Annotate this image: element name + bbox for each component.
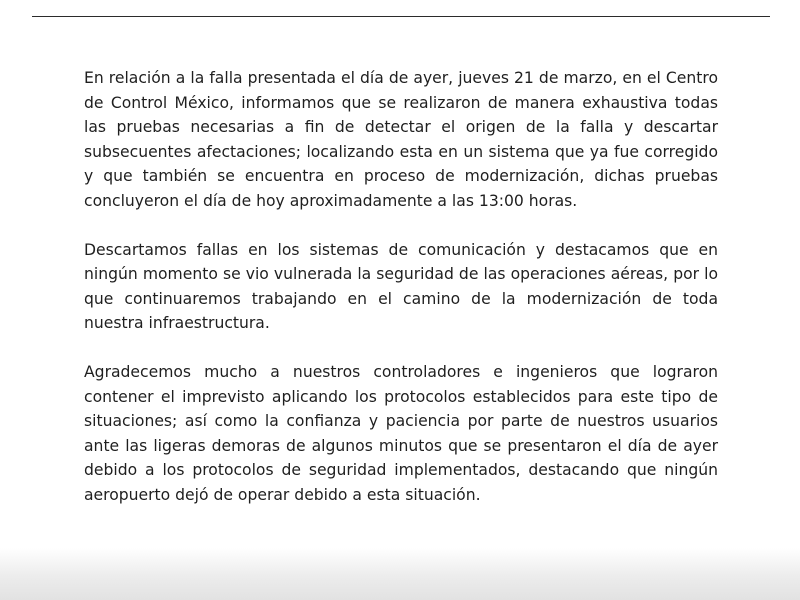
top-divider bbox=[32, 16, 770, 17]
paragraph-2: Descartamos fallas en los sistemas de comunicación y destacamos que en ningún momento se vio vulnerada la seguridad de las operaciones aéreas, por lo que continuaremos trabajando en el camino de la modernización de toda nuestra infraestructura. bbox=[84, 240, 718, 332]
bottom-shadow bbox=[0, 548, 800, 600]
paragraph-1: En relación a la falla presentada el día de ayer, jueves 21 de marzo, en el Centro de Control México, informamos que se realizaron de manera exhaustiva todas las pruebas necesarias a fin de detectar el origen de la falla y descartar subsecuentes afectaciones; localizando esta en un sistema que ya fue corregido y que también se encuentra en proceso de modernización, dichas pruebas concluyeron el día de hoy aproximadamente a las 13:00 horas. bbox=[84, 69, 718, 210]
statement-body bbox=[84, 66, 718, 532]
paragraph-3: Agradecemos mucho a nuestros controladores e ingenieros que lograron contener el imprevisto aplicando los protocolos establecidos para este tipo de situaciones; así como la confianza y paciencia por parte de nuestros usuarios ante las ligeras demoras de algunos minutos que se presentaron el día de ayer debido a los protocolos de seguridad implementados, destacando que ningún aeropuerto dejó de operar debido a esta situación. bbox=[84, 363, 718, 504]
